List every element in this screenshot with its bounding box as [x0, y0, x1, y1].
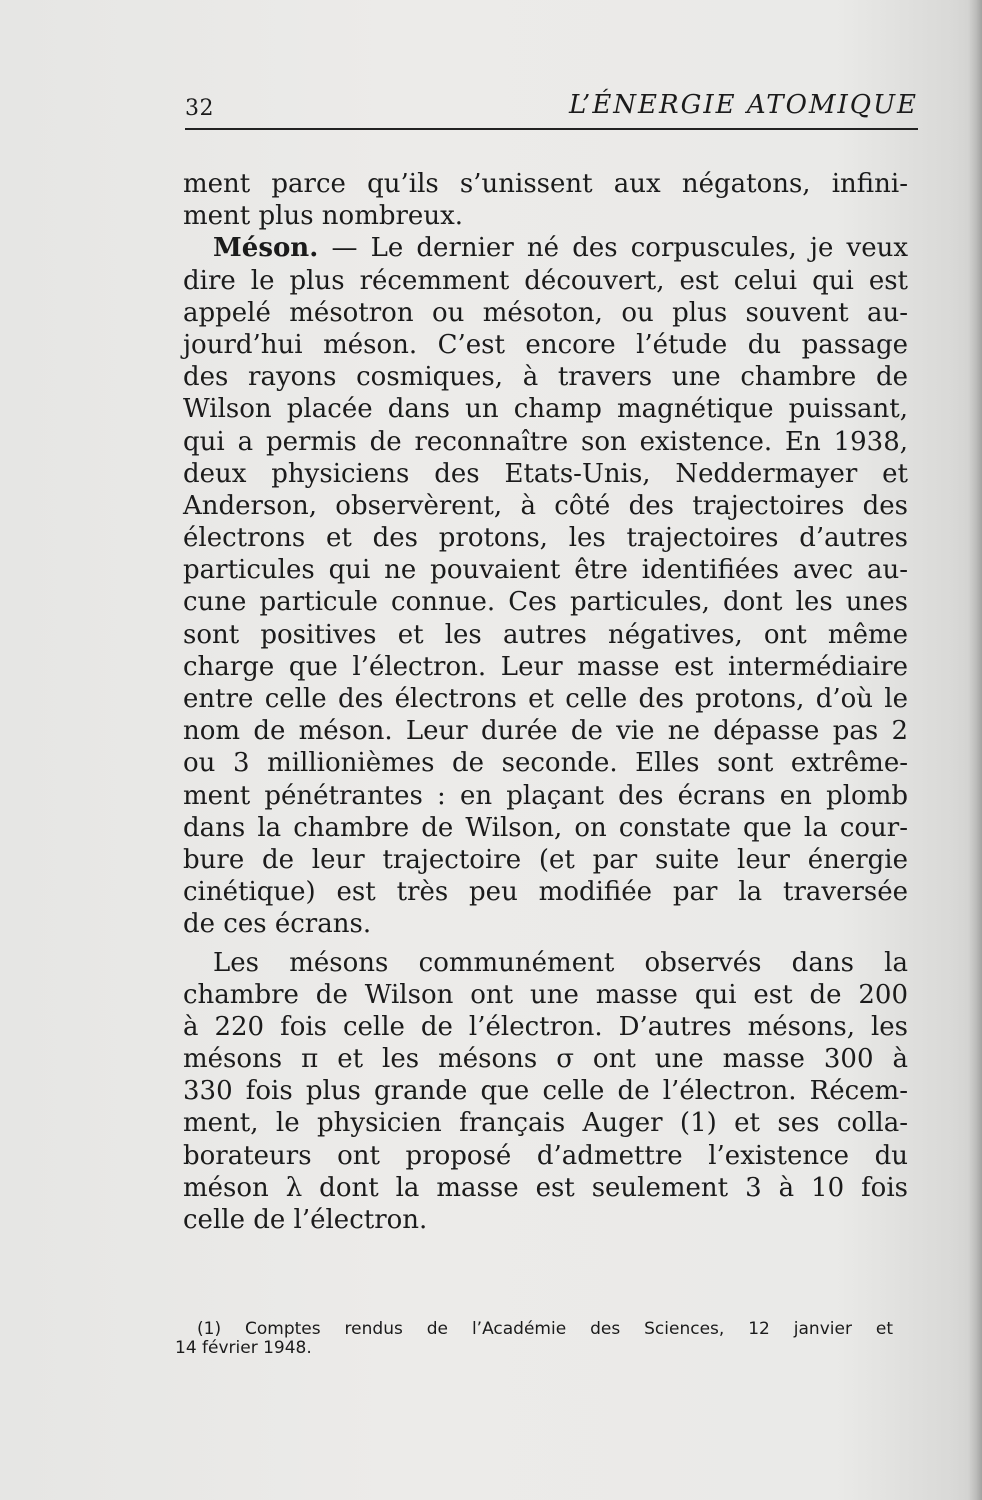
- text-line: Anderson, observèrent, à côté des trajectoires des: [183, 490, 908, 521]
- text-line: appelé mésotron ou mésoton, ou plus souvent au-: [183, 297, 908, 328]
- text-line: méson λ dont la masse est seulement 3 à 10 fois: [183, 1172, 908, 1203]
- text-line: 330 fois plus grande que celle de l’électron. Récem-: [183, 1076, 908, 1107]
- footnote: [175, 1320, 893, 1358]
- text-line: de ces écrans.: [183, 909, 372, 940]
- text-line: Wilson placée dans un champ magnétique puissant,: [183, 394, 908, 425]
- meson-heading: Méson.: [213, 233, 319, 264]
- text-line: borateurs ont proposé d’admettre l’existence du: [183, 1140, 908, 1171]
- text-line: sont positives et les autres négatives, ont même: [183, 619, 908, 650]
- text-line: ment, le physicien français Auger (1) et ses colla-: [183, 1108, 908, 1139]
- text-line: cinétique) est très peu modifiée par la traversée: [183, 877, 908, 908]
- page-header: [185, 90, 918, 130]
- text-line: des rayons cosmiques, à travers une chambre de: [183, 362, 908, 393]
- text-line: dire le plus récemment découvert, est celui qui est: [183, 265, 908, 296]
- text-line: qui a permis de reconnaître son existence. En 1938,: [183, 426, 908, 457]
- text-line: ment pénétrantes : en plaçant des écrans en plomb: [183, 780, 908, 811]
- text-line: celle de l’électron.: [183, 1205, 428, 1235]
- text-line: charge que l’électron. Leur masse est intermédiaire: [183, 651, 908, 682]
- text-line: ment plus nombreux.: [183, 201, 463, 232]
- header-rule: [185, 128, 918, 130]
- text-line: Les mésons communément observés dans la: [213, 947, 908, 978]
- text-line-rest: — Le dernier né des corpuscules, je veux: [331, 233, 908, 264]
- page-number: 32: [185, 96, 214, 121]
- text-line: cune particule connue. Ces particules, dont les unes: [183, 587, 908, 618]
- text-line: nom de méson. Leur durée de vie ne dépasse pas 2: [183, 716, 908, 747]
- footnote-line: (1) Comptes rendus de l’Académie des Sciences, 12 janvier et: [197, 1319, 893, 1339]
- text-line: [183, 232, 908, 264]
- body-text: [183, 168, 908, 1236]
- text-line: deux physiciens des Etats-Unis, Neddermayer et: [183, 458, 908, 489]
- text-line: à 220 fois celle de l’électron. D’autres mésons, les: [183, 1011, 908, 1042]
- footnote-line: 14 février 1948.: [175, 1338, 312, 1358]
- page-edge-shadow: [968, 0, 982, 1500]
- text-line: électrons et des protons, les trajectoires d’autres: [183, 523, 908, 554]
- text-line: entre celle des électrons et celle des protons, d’où le: [183, 684, 908, 714]
- text-line: jourd’hui méson. C’est encore l’étude du passage: [183, 329, 908, 360]
- running-title: L’ÉNERGIE ATOMIQUE: [569, 90, 918, 120]
- text-line: ou 3 millionièmes de seconde. Elles sont extrême-: [183, 748, 908, 779]
- text-line: particules qui ne pouvaient être identifiées avec au-: [183, 555, 908, 586]
- text-line: chambre de Wilson ont une masse qui est de 200: [183, 979, 908, 1010]
- text-line: bure de leur trajectoire (et par suite leur énergie: [183, 844, 908, 875]
- text-line: ment parce qu’ils s’unissent aux négatons, infini-: [183, 169, 908, 199]
- text-line: mésons π et les mésons σ ont une masse 300 à: [183, 1044, 908, 1075]
- text-line: dans la chambre de Wilson, on constate que la cour-: [183, 812, 908, 843]
